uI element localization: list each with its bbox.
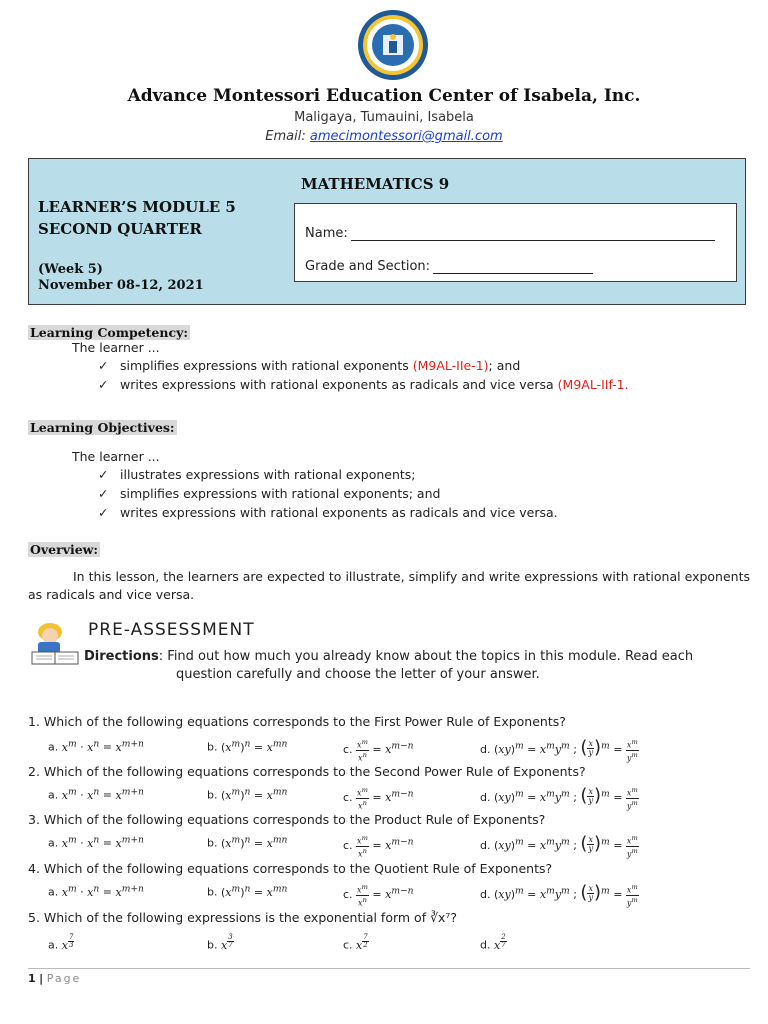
choice-expression: x $^{\frac{7}{2}}$ bbox=[356, 933, 368, 952]
email-label: Email: bbox=[265, 129, 306, 144]
choice-expression: $(xy)^m = x^my^m$ ; ( $\frac{x}{y}$ ) $^m$ = $\frac{x^m}{y^m}$ bbox=[493, 785, 638, 811]
choice-expression: $x^m \cdot x^n = x^{m+n}$ bbox=[61, 738, 144, 754]
school-name: Advance Montessori Education Center of Isabela, Inc. bbox=[127, 86, 641, 106]
question-4: 4. Which of the following equations corresponds to the Quotient Rule of Exponents? bbox=[28, 861, 553, 876]
week-label: (Week 5) bbox=[38, 262, 103, 277]
module-quarter: SECOND QUARTER bbox=[38, 220, 202, 238]
checkmark-icon: ✓ bbox=[98, 377, 109, 392]
module-title bbox=[38, 196, 236, 240]
question-5: 5. Which of the following expressions is the exponential form of ∛x⁷? bbox=[28, 910, 458, 925]
choice-expression: $(xy)^m = x^my^m$ ; ( $\frac{x}{y}$ ) $^m$ = $\frac{x^m}{y^m}$ bbox=[493, 882, 638, 908]
choice-letter: b. bbox=[207, 836, 221, 850]
answer-choice-c[interactable] bbox=[343, 834, 414, 858]
answer-choice-b[interactable] bbox=[207, 786, 287, 802]
answer-choice-d[interactable] bbox=[480, 934, 507, 952]
choice-letter: b. bbox=[207, 788, 221, 802]
choice-letter: c. bbox=[343, 743, 357, 757]
choice-expression: $\frac{x^m}{x^n}$ = $x^{m-n}$ bbox=[357, 834, 414, 859]
student-reading-icon bbox=[28, 616, 82, 668]
name-label: Name: bbox=[305, 226, 348, 241]
answer-choice-c[interactable] bbox=[343, 786, 414, 810]
choice-letter: d. bbox=[480, 839, 494, 853]
competency-heading bbox=[28, 322, 190, 341]
answer-choice-b[interactable] bbox=[207, 883, 287, 899]
objective-item: ✓ writes expressions with rational exponents as radicals and vice versa. bbox=[98, 505, 558, 520]
objective-item: ✓ illustrates expressions with rational exponents; bbox=[98, 467, 416, 482]
answer-choice-b[interactable] bbox=[207, 934, 234, 952]
answer-choice-a[interactable] bbox=[48, 883, 144, 899]
competency-intro: The learner ... bbox=[72, 340, 160, 355]
choice-expression: x $^{\frac{2}{7}}$ bbox=[493, 933, 506, 952]
choice-letter: c. bbox=[343, 888, 357, 902]
choice-expression: $(x^m)^n = x^{mn}$ bbox=[220, 738, 288, 754]
choice-letter: c. bbox=[343, 791, 357, 805]
directions: Directions: Find out how much you already know about the topics in this module. Read each question carefully and choose the letter of your answer. bbox=[84, 649, 694, 682]
answer-choice-a[interactable] bbox=[48, 738, 144, 754]
question-3: 3. Which of the following equations corresponds to the Product Rule of Exponents? bbox=[28, 812, 546, 827]
answer-choice-d[interactable] bbox=[480, 834, 639, 858]
checkmark-icon: ✓ bbox=[98, 486, 109, 501]
page-number: 1 bbox=[28, 972, 36, 985]
footer-separator: | bbox=[39, 972, 44, 985]
choice-letter: d. bbox=[480, 888, 494, 902]
email-link[interactable]: amecimontessori@gmail.com bbox=[309, 129, 503, 144]
grade-section-label: Grade and Section: bbox=[305, 259, 431, 274]
choice-letter: c. bbox=[343, 938, 357, 952]
choice-expression: $\frac{x^m}{x^n}$ = $x^{m-n}$ bbox=[357, 883, 414, 908]
answer-choice-c[interactable] bbox=[343, 738, 414, 762]
answer-choice-b[interactable] bbox=[207, 834, 287, 850]
choice-expression: $\frac{x^m}{x^n}$ = $x^{m-n}$ bbox=[357, 786, 414, 811]
checkmark-icon: ✓ bbox=[98, 467, 109, 482]
page-footer bbox=[28, 972, 81, 985]
week-date: November 08-12, 2021 bbox=[38, 278, 204, 293]
choice-expression: x $^{\frac{3}{7}}$ bbox=[220, 933, 233, 952]
choice-expression: $\frac{x^m}{x^n}$ = $x^{m-n}$ bbox=[357, 738, 414, 763]
grade-field-row bbox=[305, 259, 593, 274]
page-word: Page bbox=[46, 972, 82, 985]
student-info-box bbox=[294, 203, 737, 282]
footer-divider bbox=[28, 968, 750, 969]
competency-item: ✓ writes expressions with rational exponents as radicals and vice versa (M9AL-IIf-1. bbox=[98, 377, 629, 392]
choice-letter: b. bbox=[207, 938, 221, 952]
choice-letter: d. bbox=[480, 791, 494, 805]
competency-label: Learning Competency: bbox=[30, 325, 188, 340]
choice-letter: a. bbox=[48, 938, 62, 952]
question-2: 2. Which of the following equations corresponds to the Second Power Rule of Exponents? bbox=[28, 764, 586, 779]
answer-choice-a[interactable] bbox=[48, 834, 144, 850]
choice-letter: c. bbox=[343, 839, 357, 853]
choice-expression: $(x^m)^n = x^{mn}$ bbox=[220, 834, 288, 850]
answer-choice-a[interactable] bbox=[48, 934, 74, 952]
choice-expression: $(xy)^m = x^my^m$ ; ( $\frac{x}{y}$ ) $^m$ = $\frac{x^m}{y^m}$ bbox=[493, 737, 638, 763]
directions-label: Directions bbox=[84, 649, 159, 664]
answer-choice-d[interactable] bbox=[480, 786, 639, 810]
choice-letter: b. bbox=[207, 885, 221, 899]
checkmark-icon: ✓ bbox=[98, 505, 109, 520]
answer-choice-c[interactable] bbox=[343, 934, 369, 952]
choice-letter: a. bbox=[48, 885, 62, 899]
competency-code: (M9AL-IIe-1) bbox=[412, 358, 489, 373]
overview-label: Overview: bbox=[30, 542, 99, 557]
school-address: Maligaya, Tumauini, Isabela bbox=[294, 110, 474, 125]
choice-expression: $x^m \cdot x^n = x^{m+n}$ bbox=[61, 786, 144, 802]
module-number: LEARNER’S MODULE 5 bbox=[38, 198, 236, 216]
choice-letter: d. bbox=[480, 743, 494, 757]
choice-letter: a. bbox=[48, 836, 62, 850]
choice-expression: $(xy)^m = x^my^m$ ; ( $\frac{x}{y}$ ) $^m$ = $\frac{x^m}{y^m}$ bbox=[493, 833, 638, 859]
answer-choice-d[interactable] bbox=[480, 883, 639, 907]
choice-expression: x $^{\frac{7}{3}}$ bbox=[61, 933, 74, 952]
answer-choice-c[interactable] bbox=[343, 883, 414, 907]
school-seal-logo bbox=[356, 8, 430, 82]
choice-expression: $x^m \cdot x^n = x^{m+n}$ bbox=[61, 883, 144, 899]
objectives-intro: The learner ... bbox=[72, 449, 160, 464]
objective-item: ✓ simplifies expressions with rational exponents; and bbox=[98, 486, 441, 501]
question-1: 1. Which of the following equations corresponds to the First Power Rule of Exponents? bbox=[28, 714, 566, 729]
email-line bbox=[0, 129, 768, 144]
choice-expression: $x^m \cdot x^n = x^{m+n}$ bbox=[61, 834, 144, 850]
name-field[interactable] bbox=[351, 228, 715, 241]
week-info bbox=[38, 262, 204, 294]
competency-item: ✓ simplifies expressions with rational exponents (M9AL-IIe-1); and bbox=[98, 358, 521, 373]
choice-letter: b. bbox=[207, 740, 221, 754]
choice-letter: d. bbox=[480, 938, 494, 952]
answer-choice-d[interactable] bbox=[480, 738, 639, 762]
choice-letter: a. bbox=[48, 740, 62, 754]
checkmark-icon: ✓ bbox=[98, 358, 109, 373]
subject-title: MATHEMATICS 9 bbox=[301, 175, 450, 193]
competency-code: (M9AL-IIf-1. bbox=[557, 377, 629, 392]
answer-choice-a[interactable] bbox=[48, 786, 144, 802]
pre-assessment-title: PRE-ASSESSMENT bbox=[88, 620, 255, 640]
choice-expression: $(x^m)^n = x^{mn}$ bbox=[220, 883, 288, 899]
name-field-row bbox=[305, 226, 715, 241]
objectives-heading bbox=[28, 417, 177, 436]
overview-paragraph: In this lesson, the learners are expected to illustrate, simplify and write expressions with rational exponents as radicals and vice versa. bbox=[28, 569, 750, 602]
objectives-label: Learning Objectives: bbox=[30, 420, 175, 435]
overview-heading bbox=[28, 539, 100, 558]
answer-choice-b[interactable] bbox=[207, 738, 287, 754]
choice-expression: $(x^m)^n = x^{mn}$ bbox=[220, 786, 288, 802]
choice-letter: a. bbox=[48, 788, 62, 802]
grade-section-field[interactable] bbox=[433, 261, 593, 274]
